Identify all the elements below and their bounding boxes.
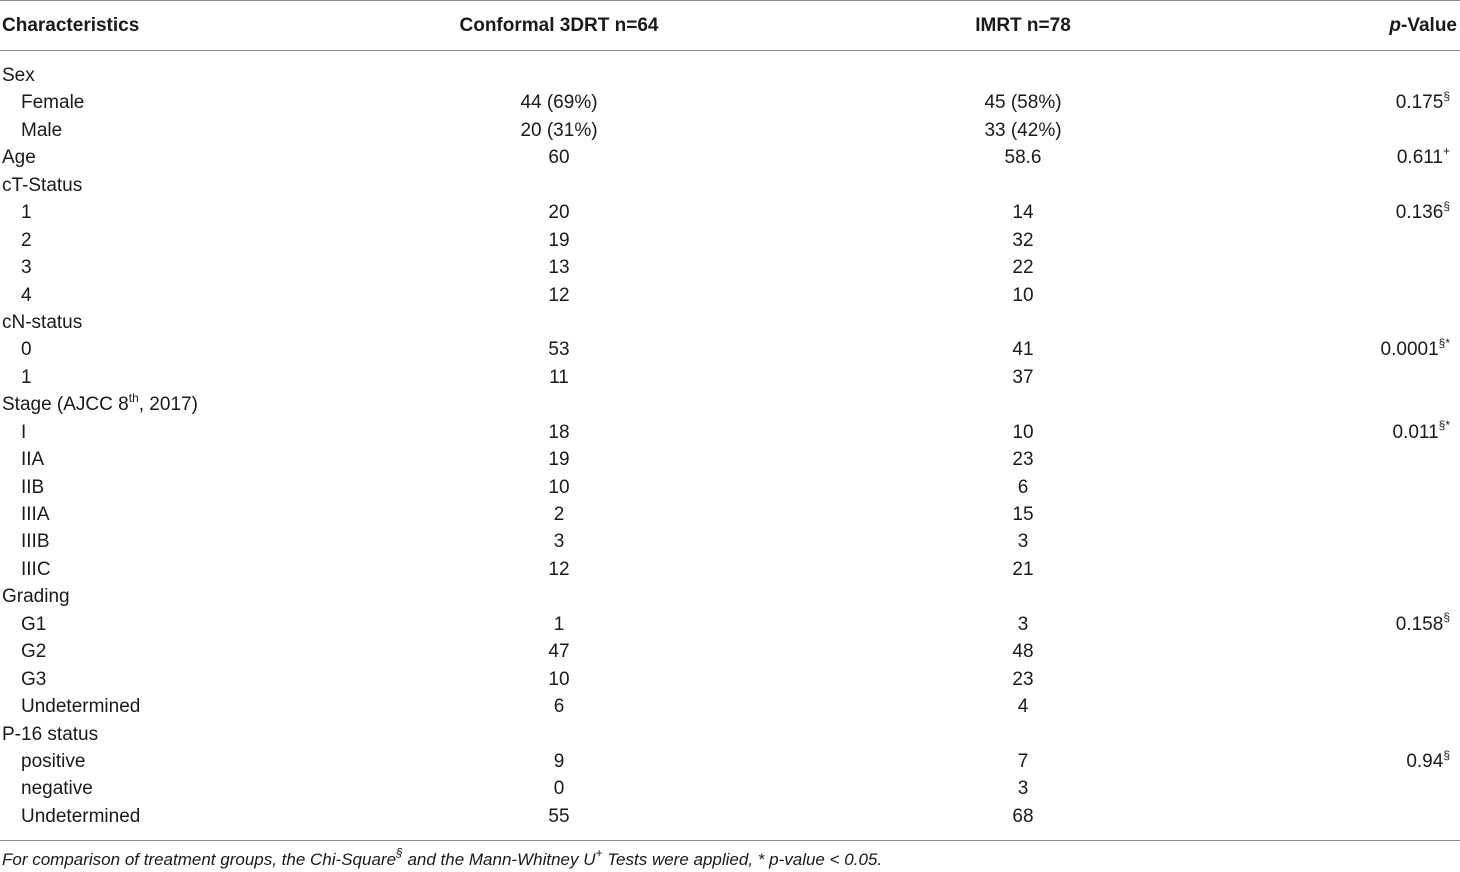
- cell-characteristic: [2, 144, 36, 171]
- cell-conformal-3drt: 1: [553, 613, 565, 635]
- cell-imrt: 4: [1017, 696, 1029, 718]
- cell-characteristic: [21, 556, 51, 583]
- cell-imrt: 33 (42%): [984, 119, 1062, 141]
- p-value-sup: §: [1443, 747, 1450, 762]
- p-value-sup: §*: [1438, 336, 1450, 351]
- cell-p-value: [1396, 89, 1450, 116]
- p-value-number: 0.0001: [1380, 339, 1439, 361]
- cell-characteristic: [21, 528, 50, 555]
- cell-characteristic: [21, 282, 32, 309]
- p-value-number: 0.158: [1395, 613, 1444, 635]
- cell-label: 4: [21, 284, 32, 306]
- table-row: [0, 803, 1460, 830]
- cell-label: IIIA: [21, 504, 50, 525]
- cell-label: G2: [21, 641, 47, 663]
- cell-label: Undetermined: [21, 696, 141, 718]
- p-value-number: 0.175: [1395, 92, 1444, 114]
- table-row: [0, 501, 1460, 528]
- cell-label: IIIC: [21, 558, 51, 580]
- cell-conformal-3drt: 6: [553, 696, 565, 718]
- cell-characteristic: [2, 583, 70, 610]
- header-characteristics: Characteristics: [2, 15, 140, 36]
- table-row: [0, 611, 1460, 638]
- p-value-sup: §: [1443, 89, 1450, 104]
- table-row: [0, 391, 1460, 418]
- table-row: [0, 528, 1460, 555]
- cell-characteristic: [21, 666, 46, 693]
- cell-imrt: 10: [1012, 421, 1034, 443]
- cell-label: Grading: [2, 586, 70, 608]
- table-row: [0, 748, 1460, 775]
- cell-conformal-3drt: 12: [548, 284, 570, 306]
- cell-characteristic: [21, 748, 85, 775]
- cell-imrt: 14: [1012, 202, 1034, 224]
- cell-characteristic: [2, 309, 82, 336]
- table-row: [0, 336, 1460, 363]
- cell-imrt: 6: [1017, 476, 1029, 498]
- cell-label: positive: [21, 750, 86, 772]
- table-row: [0, 117, 1460, 144]
- cell-conformal-3drt: 13: [548, 257, 570, 279]
- p-value-number: 0.94: [1406, 750, 1444, 772]
- cell-conformal-3drt: 9: [553, 750, 565, 772]
- cell-label: cT-Status: [2, 174, 83, 196]
- cell-characteristic: [21, 254, 32, 281]
- cell-label: 3: [21, 257, 32, 279]
- table-row: [0, 693, 1460, 720]
- cell-conformal-3drt: 18: [548, 421, 570, 443]
- cell-conformal-3drt: 12: [548, 558, 570, 580]
- cell-characteristic: [2, 62, 35, 89]
- cell-label: Age: [2, 147, 36, 169]
- table-row: [0, 227, 1460, 254]
- table-footnote: [2, 846, 883, 871]
- table-row: [0, 172, 1460, 199]
- cell-label: 2: [21, 229, 32, 251]
- footnote-sup2: +: [595, 846, 603, 861]
- cell-conformal-3drt: 3: [553, 531, 565, 553]
- table-row: [0, 638, 1460, 665]
- footnote-part2: and the Mann-Whitney U: [402, 850, 596, 869]
- cell-label: G1: [21, 613, 47, 635]
- cell-label: 0: [21, 339, 32, 361]
- table-row: [0, 364, 1460, 391]
- cell-imrt: 21: [1012, 558, 1034, 580]
- cell-conformal-3drt: 20: [548, 202, 570, 224]
- cell-characteristic: [21, 364, 32, 391]
- cell-p-value: [1397, 144, 1450, 171]
- header-conformal-3drt: Conformal 3DRT n=64: [459, 15, 659, 36]
- cell-p-value: [1396, 611, 1450, 638]
- cell-characteristic: [2, 391, 198, 418]
- cell-characteristic: [21, 775, 93, 802]
- table-row: [0, 446, 1460, 473]
- cell-imrt: 3: [1017, 778, 1029, 800]
- cell-p-value: [1381, 336, 1450, 363]
- p-value-number: 0.611: [1396, 147, 1443, 169]
- cell-imrt: 45 (58%): [984, 92, 1062, 114]
- cell-label: Female: [21, 92, 85, 114]
- table-row: [0, 721, 1460, 748]
- cell-conformal-3drt: 20 (31%): [520, 119, 598, 141]
- table-row: [0, 583, 1460, 610]
- cell-label: P-16 status: [2, 723, 99, 745]
- cell-label: Undetermined: [21, 805, 141, 827]
- cell-label: I: [21, 421, 27, 443]
- cell-characteristic: [21, 638, 46, 665]
- table-body: [0, 62, 1460, 830]
- cell-label: Sex: [2, 65, 35, 86]
- cell-conformal-3drt: 2: [553, 504, 565, 525]
- cell-imrt: 7: [1017, 750, 1029, 772]
- cell-characteristic: [21, 199, 32, 226]
- table-header-rule: [0, 50, 1460, 51]
- table-bottom-rule: [0, 840, 1460, 841]
- table-row: [0, 419, 1460, 446]
- cell-characteristic: [21, 117, 62, 144]
- table-row: [0, 144, 1460, 171]
- table-row: [0, 282, 1460, 309]
- table-row: [0, 474, 1460, 501]
- cell-imrt: 41: [1012, 339, 1034, 361]
- cell-characteristic: [21, 227, 32, 254]
- cell-imrt: 58.6: [1004, 147, 1042, 169]
- table-row: [0, 199, 1460, 226]
- cell-label: IIIB: [21, 531, 50, 553]
- cell-imrt: 10: [1012, 284, 1034, 306]
- table-row: [0, 775, 1460, 802]
- cell-conformal-3drt: 60: [548, 147, 570, 169]
- cell-label: negative: [21, 778, 93, 800]
- table-row: [0, 89, 1460, 116]
- cell-characteristic: [21, 89, 84, 116]
- table-row: [0, 254, 1460, 281]
- p-value-sup: +: [1442, 143, 1450, 158]
- footnote-part1: For comparison of treatment groups, the Chi-Square: [2, 850, 397, 869]
- cell-label: cN-status: [2, 311, 83, 333]
- cell-characteristic: [21, 803, 140, 830]
- cell-characteristic: [21, 446, 44, 473]
- cell-conformal-3drt: 55: [548, 805, 570, 827]
- cell-conformal-3drt: 0: [553, 778, 565, 800]
- table-row: [0, 556, 1460, 583]
- p-value-sup: §*: [1438, 418, 1450, 433]
- header-p-value: [1389, 14, 1457, 38]
- header-imrt: IMRT n=78: [975, 15, 1071, 36]
- cell-imrt: 3: [1017, 613, 1029, 635]
- cell-label-sup: th: [128, 390, 139, 405]
- p-value-sup: §: [1443, 198, 1450, 213]
- cell-conformal-3drt: 53: [548, 339, 570, 361]
- cell-imrt: 22: [1012, 257, 1034, 279]
- header-p-italic: p: [1389, 15, 1402, 36]
- cell-conformal-3drt: 10: [548, 668, 570, 690]
- cell-conformal-3drt: 19: [548, 229, 570, 251]
- cell-label: 1: [21, 202, 32, 224]
- cell-characteristic: [21, 501, 50, 528]
- cell-label: Stage (AJCC 8: [2, 394, 129, 416]
- cell-label: IIB: [21, 476, 45, 498]
- cell-conformal-3drt: 11: [549, 366, 569, 388]
- cell-p-value: [1406, 748, 1450, 775]
- cell-imrt: 48: [1012, 641, 1034, 663]
- p-value-number: 0.011: [1392, 421, 1439, 443]
- cell-characteristic: [21, 611, 46, 638]
- cell-conformal-3drt: 10: [548, 476, 570, 498]
- table-row: [0, 666, 1460, 693]
- cell-p-value: [1393, 419, 1450, 446]
- cell-conformal-3drt: 47: [548, 641, 570, 663]
- cell-imrt: 32: [1012, 229, 1034, 251]
- cell-label: G3: [21, 668, 47, 690]
- cell-imrt: 3: [1017, 531, 1029, 553]
- footnote-part3: Tests were applied, * p-value < 0.05.: [602, 850, 883, 869]
- cell-p-value: [1396, 199, 1450, 226]
- cell-label: IIA: [21, 449, 45, 471]
- cell-imrt: 68: [1012, 805, 1034, 827]
- header-p-rest: -Value: [1401, 15, 1457, 36]
- cell-characteristic: [2, 172, 82, 199]
- p-value-sup: §: [1443, 610, 1450, 625]
- cell-label: Male: [21, 119, 63, 141]
- cell-characteristic: [21, 693, 140, 720]
- cell-characteristic: [21, 474, 44, 501]
- cell-imrt: 23: [1012, 668, 1034, 690]
- cell-characteristic: [2, 721, 98, 748]
- cell-conformal-3drt: 19: [548, 449, 570, 471]
- cell-characteristic: [21, 419, 26, 446]
- cell-label-after: , 2017): [138, 394, 198, 416]
- footnote-sup1: §: [396, 846, 403, 861]
- cell-imrt: 15: [1012, 504, 1034, 525]
- cell-conformal-3drt: 44 (69%): [520, 92, 598, 114]
- cell-imrt: 23: [1012, 449, 1034, 471]
- cell-label: 1: [21, 366, 32, 388]
- cell-imrt: 37: [1012, 366, 1034, 388]
- p-value-number: 0.136: [1395, 202, 1444, 224]
- table-row: [0, 309, 1460, 336]
- cell-characteristic: [21, 336, 32, 363]
- table-header: [0, 0, 1460, 50]
- table-row: [0, 62, 1460, 89]
